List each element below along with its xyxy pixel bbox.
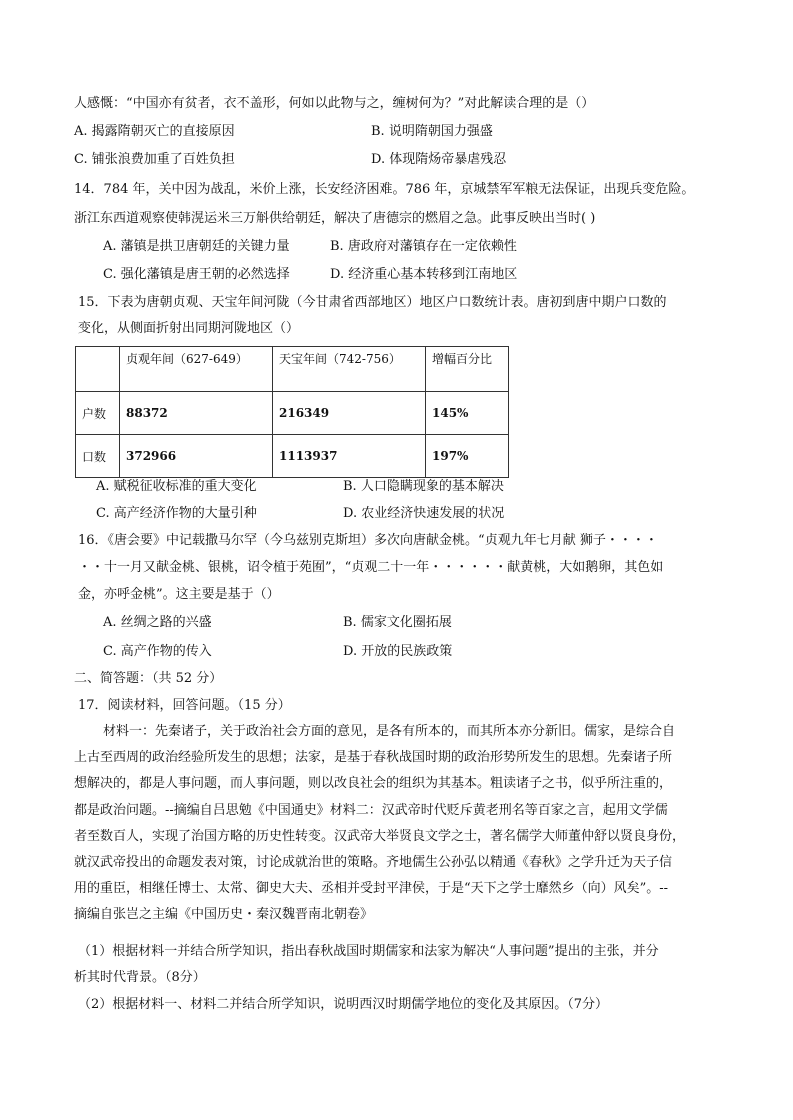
table-cell: 户数 xyxy=(76,392,120,435)
q17-subquestion-1: （1）根据材料一并结合所学知识，指出春秋战国时期儒家和法家为解决“人事问题”提出的主张，并分 xyxy=(78,944,659,959)
table-row xyxy=(76,392,509,435)
table-cell: 口数 xyxy=(76,435,120,478)
q17-material-line: 都是政治问题。--摘编自吕思勉《中国通史》材料二：汉武帝时代贬斥黄老刑名等百家之言，起用文学儒 xyxy=(74,803,668,818)
q14-option-d: D. 经济重心基本转移到江南地区 xyxy=(330,267,518,282)
q17-material-line: 想解决的，都是人事问题，而人事问题，则以改良社会的组织为其基本。粗读诸子之书，似乎所注重的， xyxy=(74,776,673,791)
q14-option-b: B. 唐政府对藩镇存在一定依赖性 xyxy=(330,239,517,254)
q15-option-d: D. 农业经济快速发展的状况 xyxy=(343,506,505,521)
q13-option-a: A. 揭露隋朝灭亡的直接原因 xyxy=(74,124,235,139)
q17-subquestion-1-cont: 析其时代背景。（8分） xyxy=(74,970,206,985)
q14-option-c: C. 强化藩镇是唐王朝的必然选择 xyxy=(103,267,290,282)
q15-stem-line2: 变化，从侧面折射出同期河陇地区（） xyxy=(78,321,300,336)
table-header-row xyxy=(76,347,509,392)
q15-option-c: C. 高产经济作物的大量引种 xyxy=(96,506,257,521)
q15-option-a: A. 赋税征收标准的重大变化 xyxy=(96,479,257,494)
q14-option-a: A. 藩镇是拱卫唐朝廷的关键力量 xyxy=(103,239,290,254)
q13-option-c: C. 铺张浪费加重了百姓负担 xyxy=(74,152,235,167)
q13-stem: 人感慨：“中国亦有贫者，衣不盖形，何如以此物与之，缠树何为？”对此解读合理的是（） xyxy=(74,96,595,111)
section-heading: 二、简答题：（共 52 分） xyxy=(74,671,223,686)
q13-option-d: D. 体现隋炀帝暴虐残忍 xyxy=(371,152,507,167)
table-cell: 88372 xyxy=(120,392,273,435)
population-table xyxy=(75,346,509,478)
table-cell: 216349 xyxy=(273,392,426,435)
q17-material-line: 者至数百人，实现了治国方略的历史性转变。汉武帝大举贤良文学之士，著名儒学大师董仲舒以贤良身份， xyxy=(74,829,686,844)
q15-option-b: B. 人口隐瞒现象的基本解决 xyxy=(343,479,504,494)
q17-material-line: 用的重臣，相继任博士、太常、御史大夫、丞相并受封平津侯，于是“天下之学士靡然乡（向）风矣”。-- xyxy=(74,881,669,896)
table-header-cell: 天宝年间（742-756） xyxy=(273,347,426,392)
table-header-cell: 贞观年间（627-649） xyxy=(120,347,273,392)
q15-stem-line1: 15．下表为唐朝贞观、天宝年间河陇（今甘肃省西部地区）地区户口数统计表。唐初到唐中期户口数的 xyxy=(78,295,667,310)
q17-material-line: 就汉武帝投出的命题发表对策，讨论成就治世的策略。齐地儒生公孙弘以精通《春秋》之学升迁为天子信 xyxy=(74,855,673,870)
q16-stem-line2: ・・十一月又献金桃、银桃，诏令植于苑囿”，“贞观二十一年・・・・・・献黄桃，大如鹅卵，其色如 xyxy=(78,560,664,575)
q14-stem-line1: 14．784 年，关中因为战乱，米价上涨，长安经济困难。786 年，京城禁军军粮无法保证，出现兵变危险。 xyxy=(74,182,695,197)
table-row xyxy=(76,435,509,478)
table-cell: 372966 xyxy=(120,435,273,478)
q17-material-line: 上古至西周的政治经验所发生的思想；法家，是基于春秋战国时期的政治形势所发生的思想。先秦诸子所 xyxy=(74,750,673,765)
q16-stem-line1: 16．《唐会要》中记载撒马尔罕（今乌兹别克斯坦）多次向唐献金桃。“贞观九年七月献 狮子・・・・ xyxy=(78,533,658,548)
q16-option-a: A. 丝绸之路的兴盛 xyxy=(103,615,212,630)
q16-option-b: B. 儒家文化圈拓展 xyxy=(343,615,452,630)
q16-option-d: D. 开放的民族政策 xyxy=(343,644,453,659)
q16-stem-line3: 金，亦呼金桃”。这主要是基于（） xyxy=(78,587,280,602)
q17-title: 17．阅读材料，回答问题。（15 分） xyxy=(78,698,291,713)
q13-option-b: B. 说明隋朝国力强盛 xyxy=(371,124,493,139)
table-cell: 145% xyxy=(426,392,509,435)
table-cell: 1113937 xyxy=(273,435,426,478)
table-header-cell: 增幅百分比 xyxy=(426,347,509,392)
q17-material-line: 摘编自张岂之主编《中国历史・秦汉魏晋南北朝卷》 xyxy=(74,907,374,922)
q17-subquestion-2: （2）根据材料一、材料二并结合所学知识，说明西汉时期儒学地位的变化及其原因。（7分） xyxy=(78,997,609,1012)
table-header-cell xyxy=(76,347,120,392)
table-cell: 197% xyxy=(426,435,509,478)
q14-stem-line2: 浙江东西道观察使韩滉运米三万斛供给朝廷，解决了唐德宗的燃眉之急。此事反映出当时( ) xyxy=(74,211,596,226)
q17-material-line: 材料一：先秦诸子，关于政治社会方面的意见，是各有所本的，而其所本亦分新旧。儒家，是综合自 xyxy=(103,724,676,739)
q16-option-c: C. 高产作物的传入 xyxy=(103,644,212,659)
